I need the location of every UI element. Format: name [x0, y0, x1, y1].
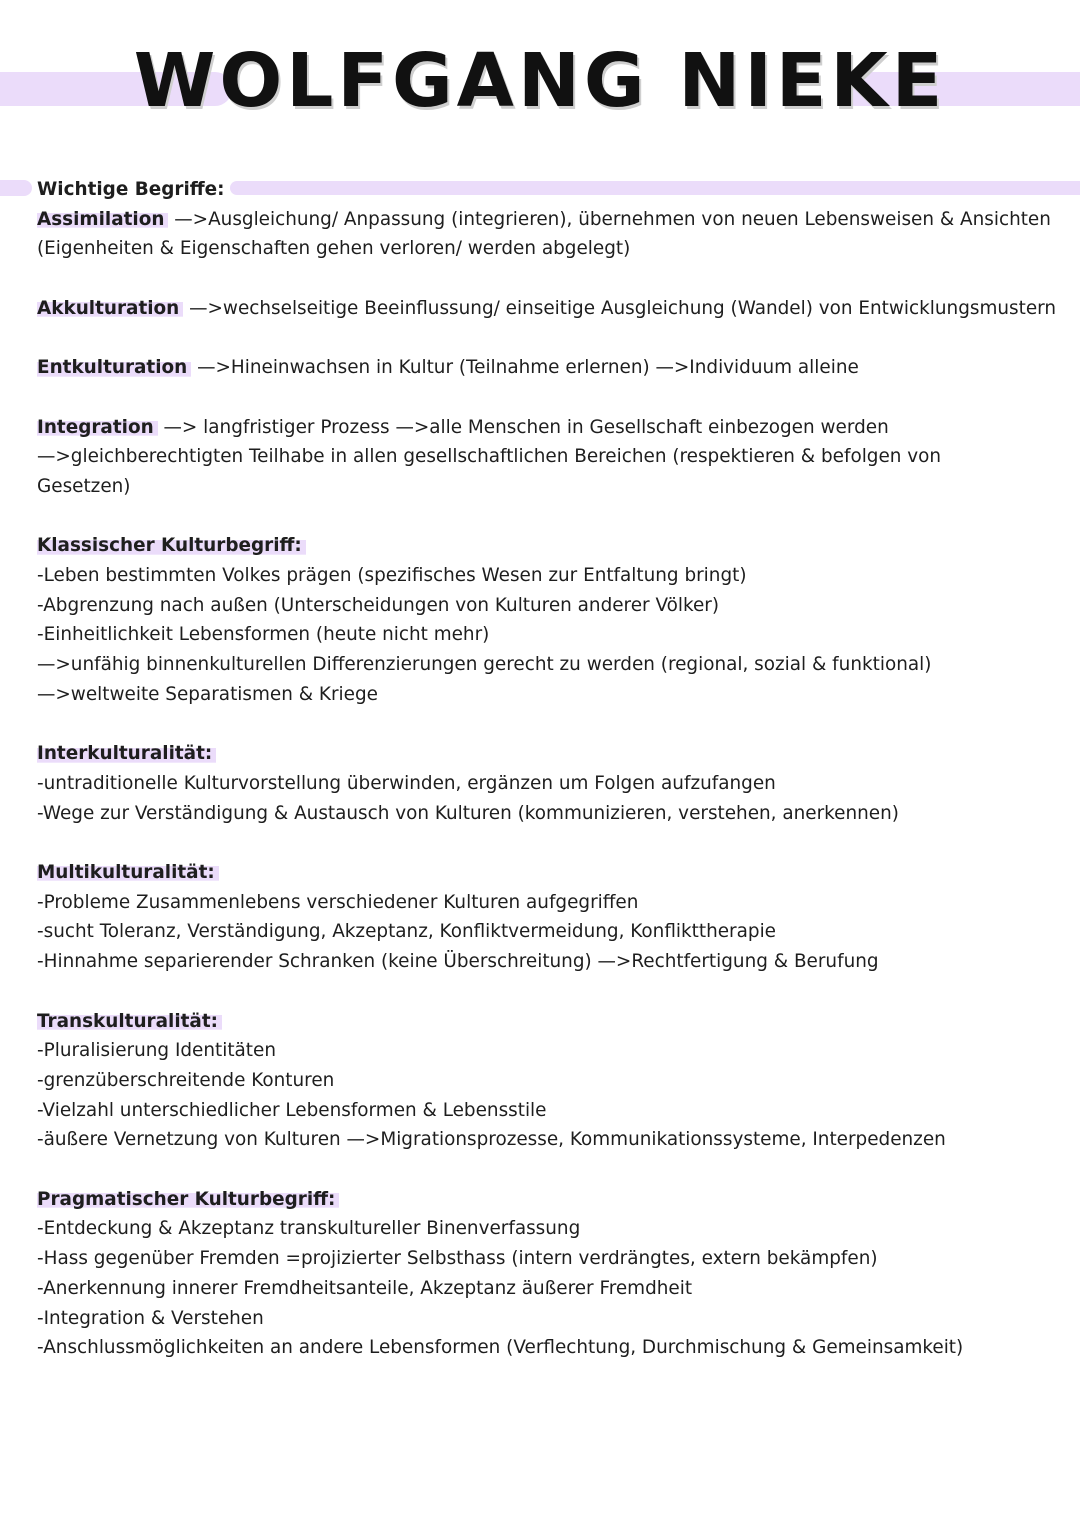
definition-akkulturation: [37, 294, 1057, 324]
term-label: Integration: [37, 417, 158, 438]
section-interkulturalitaet: [37, 739, 1047, 769]
definition-text: —>Hineinwachsen in Kultur (Teilnahme erlernen) —>Individuum alleine: [191, 357, 859, 379]
section-multikulturalitaet: [37, 858, 1047, 888]
definition-text: —>wechselseitige Beeinflussung/ einseitige Ausgleichung (Wandel) von Entwicklungsmustern: [183, 297, 1057, 319]
list-item: -Integration & Verstehen: [37, 1307, 264, 1329]
heading-highlight-left: [0, 180, 32, 196]
list-item: -äußere Vernetzung von Kulturen —>Migrationsprozesse, Kommunikationssysteme, Interpedenzen: [37, 1129, 946, 1151]
list-item: -Entdeckung & Akzeptanz transkultureller Binenverfassung: [37, 1218, 581, 1240]
section-heading: Interkulturalität:: [37, 743, 216, 764]
section-heading: Klassischer Kulturbegriff:: [37, 535, 306, 556]
list-item: -Pluralisierung Identitäten: [37, 1040, 276, 1062]
term-label: Assimilation: [37, 209, 168, 230]
definition-text: (Eigenheiten & Eigenschaften gehen verloren/ werden abgelegt): [37, 238, 631, 260]
definition-text: —> langfristiger Prozess —>alle Menschen in Gesellschaft einbezogen werden: [157, 416, 889, 438]
list-item: -Wege zur Verständigung & Austausch von Kulturen (kommunizieren, verstehen, anerkennen): [37, 802, 899, 824]
list-item: -Leben bestimmten Volkes prägen (spezifisches Wesen zur Entfaltung bringt): [37, 565, 747, 587]
section-heading: Pragmatischer Kulturbegriff:: [37, 1189, 339, 1210]
page-title: WOLFGANG NIEKE: [133, 38, 947, 124]
list-item: —>unfähig binnenkulturellen Differenzierungen gerecht zu werden (regional, sozial & funktional): [37, 654, 932, 676]
list-item: -Abgrenzung nach außen (Unterscheidungen von Kulturen anderer Völker): [37, 594, 719, 616]
definition-text: —>Ausgleichung/ Anpassung (integrieren), übernehmen von neuen Lebensweisen & Ansichten: [168, 208, 1051, 230]
section-heading: Transkulturalität:: [37, 1011, 222, 1032]
list-item: -Einheitlichkeit Lebensformen (heute nicht mehr): [37, 624, 490, 646]
list-item: -sucht Toleranz, Verständigung, Akzeptanz, Konfliktvermeidung, Konflikttherapie: [37, 921, 776, 943]
list-item: -Vielzahl unterschiedlicher Lebensformen & Lebensstile: [37, 1099, 547, 1121]
section-pragmatischer-kulturbegriff: [37, 1185, 1047, 1215]
definition-text: —>gleichberechtigten Teilhabe in allen gesellschaftlichen Bereichen (respektieren & befolgen von: [37, 446, 942, 468]
definition-integration: [37, 413, 1047, 443]
list-item: -grenzüberschreitende Konturen: [37, 1069, 335, 1091]
list-item: -untraditionelle Kulturvorstellung überwinden, ergänzen um Folgen aufzufangen: [37, 772, 776, 794]
section-klassischer-kulturbegriff: [37, 531, 1047, 561]
section-transkulturalitaet: [37, 1007, 1047, 1037]
term-label: Akkulturation: [37, 298, 183, 319]
definition-text: Gesetzen): [37, 475, 131, 497]
list-item: -Hass gegenüber Fremden =projizierter Selbsthass (intern verdrängtes, extern bekämpfen): [37, 1248, 878, 1270]
definition-entkulturation: [37, 353, 1047, 383]
definition-assimilation: [37, 205, 1051, 235]
topics-heading: Wichtige Begriffe:: [37, 179, 225, 200]
list-item: —>weltweite Separatismen & Kriege: [37, 683, 378, 705]
list-item: -Hinnahme separierender Schranken (keine Überschreitung) —>Rechtfertigung & Berufung: [37, 951, 879, 973]
section-heading: Multikulturalität:: [37, 862, 219, 883]
list-item: -Probleme Zusammenlebens verschiedener Kulturen aufgegriffen: [37, 891, 639, 913]
list-item: -Anerkennung innerer Fremdheitsanteile, Akzeptanz äußerer Fremdheit: [37, 1277, 693, 1299]
term-label: Entkulturation: [37, 357, 191, 378]
notes-content: [37, 175, 1057, 1363]
list-item: -Anschlussmöglichkeiten an andere Lebensformen (Verflechtung, Durchmischung & Gemeinsamkeit): [37, 1337, 964, 1359]
